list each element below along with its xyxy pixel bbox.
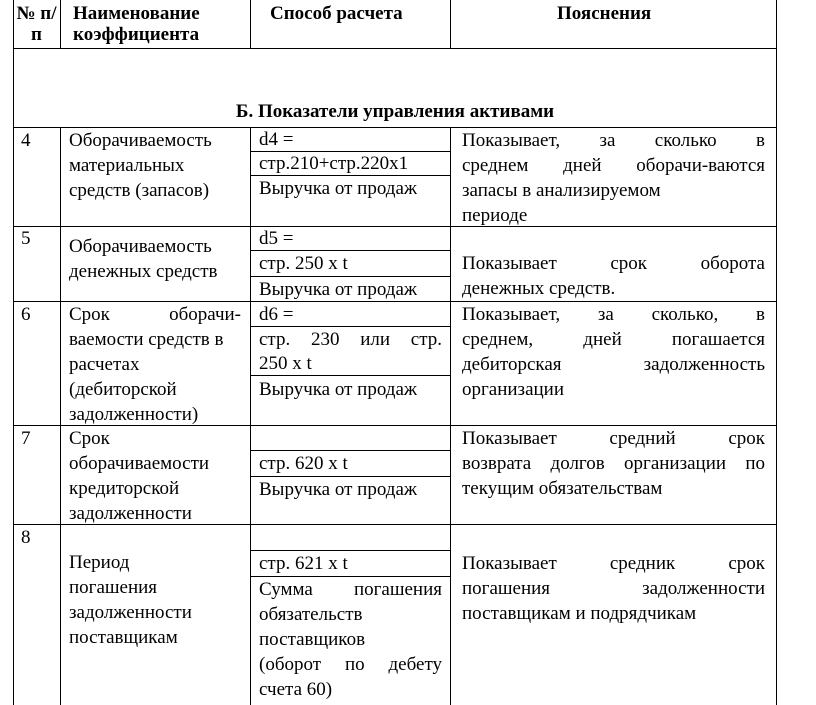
formula-denominator: Выручка от продаж bbox=[259, 279, 418, 300]
note-line: текущим обязательствам bbox=[462, 478, 663, 499]
note-line: Показывает, за сколько, в bbox=[462, 304, 765, 325]
rule bbox=[60, 0, 61, 48]
formula-denominator: поставщиков bbox=[259, 629, 366, 650]
row-number: 7 bbox=[21, 428, 31, 449]
formula-denominator: Выручка от продаж bbox=[259, 379, 418, 400]
header-num: № п/п bbox=[16, 3, 57, 45]
name-line: (дебиторской bbox=[69, 379, 177, 400]
note-line: дебиторская задолженность bbox=[462, 354, 765, 375]
formula-denominator: Сумма погашения bbox=[259, 579, 442, 600]
note-line: Показывает срок оборота bbox=[462, 253, 765, 274]
formula-line: d6 = bbox=[259, 304, 294, 325]
formula-line: d4 = bbox=[259, 129, 294, 150]
name-line: Период bbox=[69, 552, 130, 573]
formula-numerator: 250 х t bbox=[259, 353, 312, 374]
formula-line: d5 = bbox=[259, 228, 294, 249]
row-number: 5 bbox=[21, 228, 31, 249]
section-title: Б. Показатели управления активами bbox=[235, 101, 555, 122]
name-line: материальных bbox=[69, 155, 185, 176]
note-line: возврата долгов организации по bbox=[462, 453, 765, 474]
name-line: Оборачиваемость bbox=[69, 130, 212, 151]
rule bbox=[60, 127, 61, 705]
name-line: ваемости средств в bbox=[69, 329, 224, 350]
name-line: Срок bbox=[69, 428, 110, 449]
name-line: Срок оборачи- bbox=[69, 304, 241, 325]
rule bbox=[450, 127, 451, 705]
header-name: Наименование коэффициента bbox=[73, 3, 200, 45]
name-line: Оборачиваемость bbox=[69, 236, 212, 257]
row-number: 4 bbox=[21, 130, 31, 151]
formula-numerator: стр. 621 х t bbox=[259, 553, 348, 574]
name-line: расчетах bbox=[69, 354, 140, 375]
name-line: погашения bbox=[69, 577, 158, 598]
formula-denominator: Выручка от продаж bbox=[259, 479, 418, 500]
name-line: задолженности bbox=[69, 503, 192, 524]
rule bbox=[450, 0, 451, 48]
note-line: запасы в анализируемом bbox=[462, 180, 661, 201]
name-line: оборачиваемости bbox=[69, 453, 210, 474]
rule bbox=[13, 226, 777, 227]
note-line: Показывает средний срок bbox=[462, 428, 765, 449]
formula-denominator: счета 60) bbox=[259, 679, 333, 700]
note-line: среднем дней оборачи-ваются bbox=[462, 155, 765, 176]
formula-numerator: стр.210+стр.220х1 bbox=[259, 153, 409, 174]
formula-denominator: (оборот по дебету bbox=[259, 654, 442, 675]
name-line: поставщикам bbox=[69, 627, 178, 648]
note-line: денежных средств. bbox=[462, 278, 616, 299]
note-line: Показывает средник срок bbox=[462, 553, 765, 574]
note-line: Показывает, за сколько в bbox=[462, 130, 765, 151]
note-line: погашения задолженности bbox=[462, 578, 765, 599]
formula-denominator: обязательств bbox=[259, 604, 363, 625]
name-line: кредиторской bbox=[69, 478, 180, 499]
formula-numerator: стр. 250 х t bbox=[259, 253, 348, 274]
row-number: 8 bbox=[21, 527, 31, 548]
header-method: Способ расчета bbox=[270, 3, 403, 24]
header-notes: Пояснения bbox=[557, 3, 652, 24]
name-line: денежных средств bbox=[69, 261, 218, 282]
rule bbox=[250, 127, 251, 705]
note-line: организации bbox=[462, 379, 565, 400]
formula-numerator: стр. 620 х t bbox=[259, 453, 348, 474]
formula-denominator: Выручка от продаж bbox=[259, 178, 418, 199]
rule bbox=[250, 0, 251, 48]
note-line: периоде bbox=[462, 205, 528, 226]
row-number: 6 bbox=[21, 304, 31, 325]
coefficients-table bbox=[13, 0, 777, 705]
name-line: задолженности bbox=[69, 602, 192, 623]
note-line: среднем, дней погашается bbox=[462, 329, 765, 350]
rule bbox=[13, 48, 777, 49]
formula-numerator: стр. 230 или стр. bbox=[259, 329, 442, 350]
note-line: поставщикам и подрядчикам bbox=[462, 603, 697, 624]
name-line: задолженности) bbox=[69, 404, 199, 425]
name-line: средств (запасов) bbox=[69, 180, 210, 201]
